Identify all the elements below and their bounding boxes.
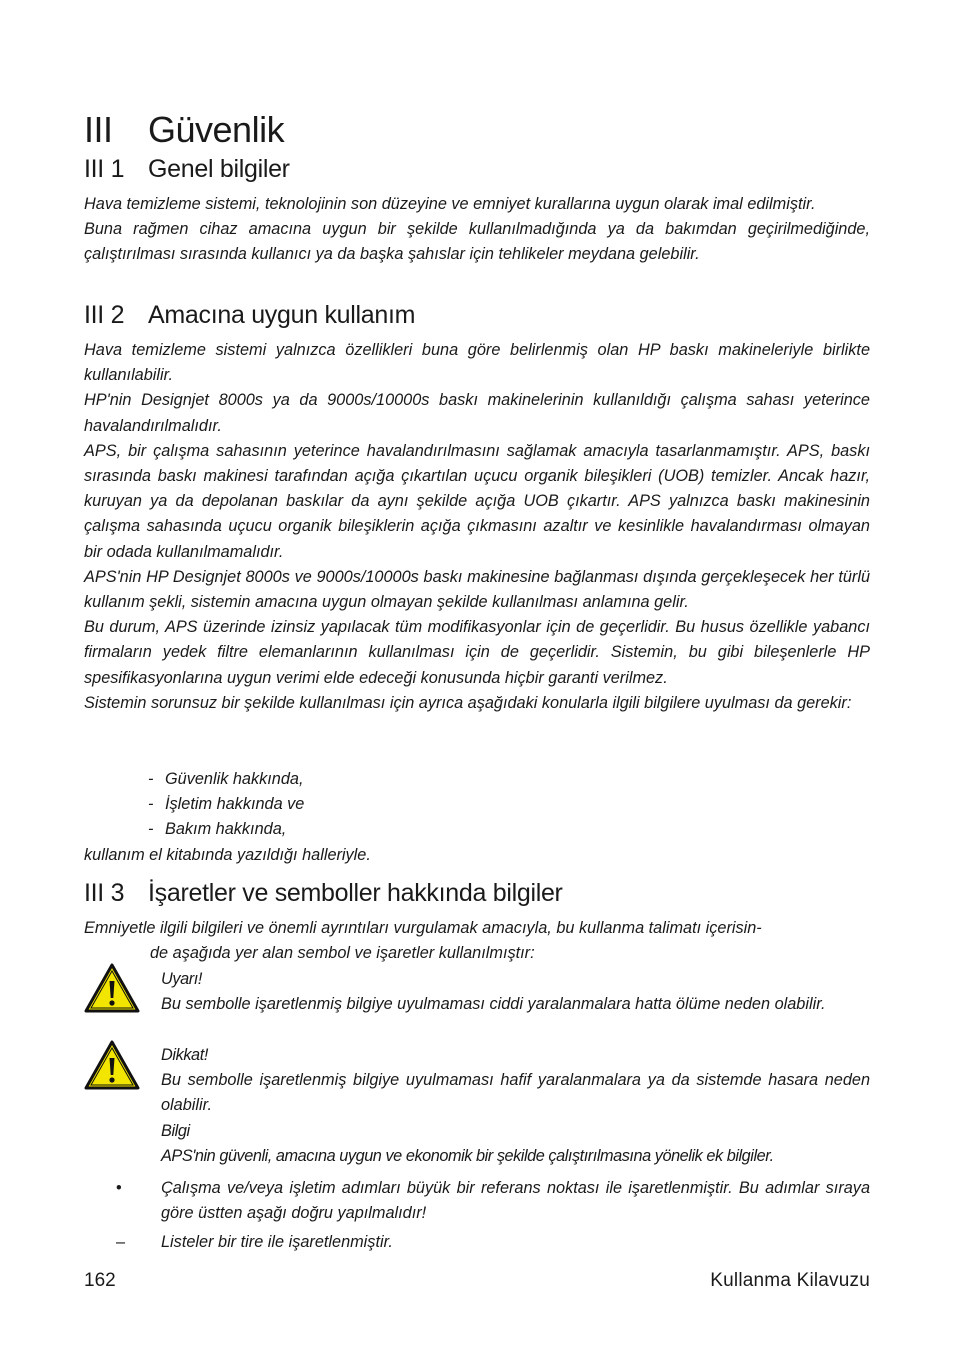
chapter-title: Güvenlik — [148, 109, 285, 150]
info-title: Bilgi — [161, 1122, 190, 1140]
section-heading-2 — [84, 300, 415, 330]
section-heading-1 — [84, 154, 290, 184]
list-item: - İşletim hakkında ve — [148, 795, 305, 814]
info-topics-list — [148, 767, 304, 843]
dash-mark: – — [116, 1233, 126, 1251]
caution-note — [161, 1043, 870, 1119]
paragraph: Sistemin sorunsuz bir şekilde kullanılması için ayrıca aşağıdaki konularla ilgili bilgilere uyulması da gerekir: — [84, 693, 852, 712]
section-number: III 1 — [84, 155, 125, 183]
paragraph: Hava temizleme sistemi, teknolojinin son düzeyine ve emniyet kurallarına uygun olarak imal edilmiştir. — [84, 195, 816, 213]
section-1-body — [84, 192, 870, 268]
section-3-intro: Emniyetle ilgili bilgileri ve önemli ayrıntıları vurgulamak amacıyla, bu kullanma talimatı içerisin- de aşağıda yer alan sembol ve işaretler kullanılmıştır: — [84, 919, 762, 963]
paragraph: Bu durum, APS üzerinde izinsiz yapılacak tüm modifikasyonlar için de geçerlidir. Bu husus özellikle yabancı firmaların yedek filtre elemanlarının kullanılması için de geçerlidir. Sistemin, bu gibi bileşenlerle HP spesifikasyonlarına uygun verimi elde edeceği konusunda hiçbir garanti verilmez. — [84, 618, 870, 687]
info-text: APS'nin güvenli, amacına uygun ve ekonomik bir şekilde çalıştırılmasına yönelik ek bilgiler. — [161, 1147, 774, 1166]
info-note — [161, 1119, 870, 1169]
caution-text: Bu sembolle işaretlenmiş bilgiye uyulmaması hafif yaralanmalara ya da sistemde hasara neden olabilir. — [161, 1071, 870, 1115]
list-item: - Güvenlik hakkında, — [148, 770, 304, 788]
paragraph: APS, bir çalışma sahasının yeterince havalandırılmasını sağlamak amacıyla tasarlanmamıştır. APS, baskı sırasında baskı makinesi tarafından açığa çıkartılan uçucu organik bileşikleri (UOB) temizler. Ancak hazır, kuruyan ya da depolanan baskılar da aynı şekilde açığa UOB çıkartır. APS yalnızca baskı makinesinin çalışma sahasında uçucu organik bileşiklerin açığa çıkmasını azaltır ve kesinlikle havalandırması olmayan bir odada kullanılmamalıdır. — [84, 441, 870, 561]
dash-example — [84, 1230, 870, 1255]
dash-text: Listeler bir tire ile işaretlenmiştir. — [161, 1233, 393, 1251]
section-title: Amacına uygun kullanım — [148, 301, 416, 329]
footer-title: Kullanma Kilavuzu — [710, 1270, 870, 1291]
page-number: 162 — [84, 1270, 116, 1291]
paragraph: APS'nin HP Designjet 8000s ve 9000s/10000s baskı makinesine bağlanması dışında gerçekleşecek her türlü kullanım şekli, sistemin amacına uygun olmayan şekilde kullanılması anlamına gelir. — [84, 567, 870, 612]
section-number: III 3 — [84, 879, 125, 907]
section-title: İşaretler ve semboller hakkında bilgiler — [148, 879, 563, 907]
warning-triangle-icon — [84, 963, 140, 1013]
section-number: III 2 — [84, 301, 125, 329]
list-item: - Bakım hakkında, — [148, 820, 287, 839]
section-heading-3 — [84, 878, 563, 908]
warning-note — [161, 967, 870, 1017]
section-title: Genel bilgiler — [148, 155, 290, 183]
bullet-text: Çalışma ve/veya işletim adımları büyük bir referans noktası ile işaretlenmiştir. Bu adımlar sıraya göre üstten aşağı doğru yapılmalıdır! — [161, 1179, 870, 1223]
warning-title: Uyarı! — [161, 970, 203, 988]
paragraph: Buna rağmen cihaz amacına uygun bir şekilde kullanılmadığında ya da bakımdan geçirilmediğinde, çalıştırılması sırasında kullanıcı ya da başka şahıslar için tehlikeler meydana gelebilir. — [84, 220, 870, 264]
paragraph: Hava temizleme sistemi yalnızca özellikleri buna göre belirlenmiş olan HP baskı makineleriyle birlikte kullanılabilir. — [84, 341, 870, 385]
paragraph: HP'nin Designjet 8000s ya da 9000s/10000s baskı makinelerinin kullanıldığı çalışma sahası yeterince havalandırılmalıdır. — [84, 391, 870, 435]
caution-triangle-icon — [84, 1040, 140, 1090]
chapter-number: III — [84, 109, 113, 150]
caution-title: Dikkat! — [161, 1046, 208, 1064]
bullet-mark: • — [116, 1179, 122, 1197]
section-2-closing: kullanım el kitabında yazıldığı halleriyle. — [84, 846, 371, 864]
bullet-example — [84, 1176, 870, 1226]
warning-text: Bu sembolle işaretlenmiş bilgiye uyulmaması ciddi yaralanmalara hatta ölüme neden olabilir. — [161, 995, 826, 1014]
section-2-body — [84, 338, 870, 716]
page-title — [84, 108, 284, 152]
